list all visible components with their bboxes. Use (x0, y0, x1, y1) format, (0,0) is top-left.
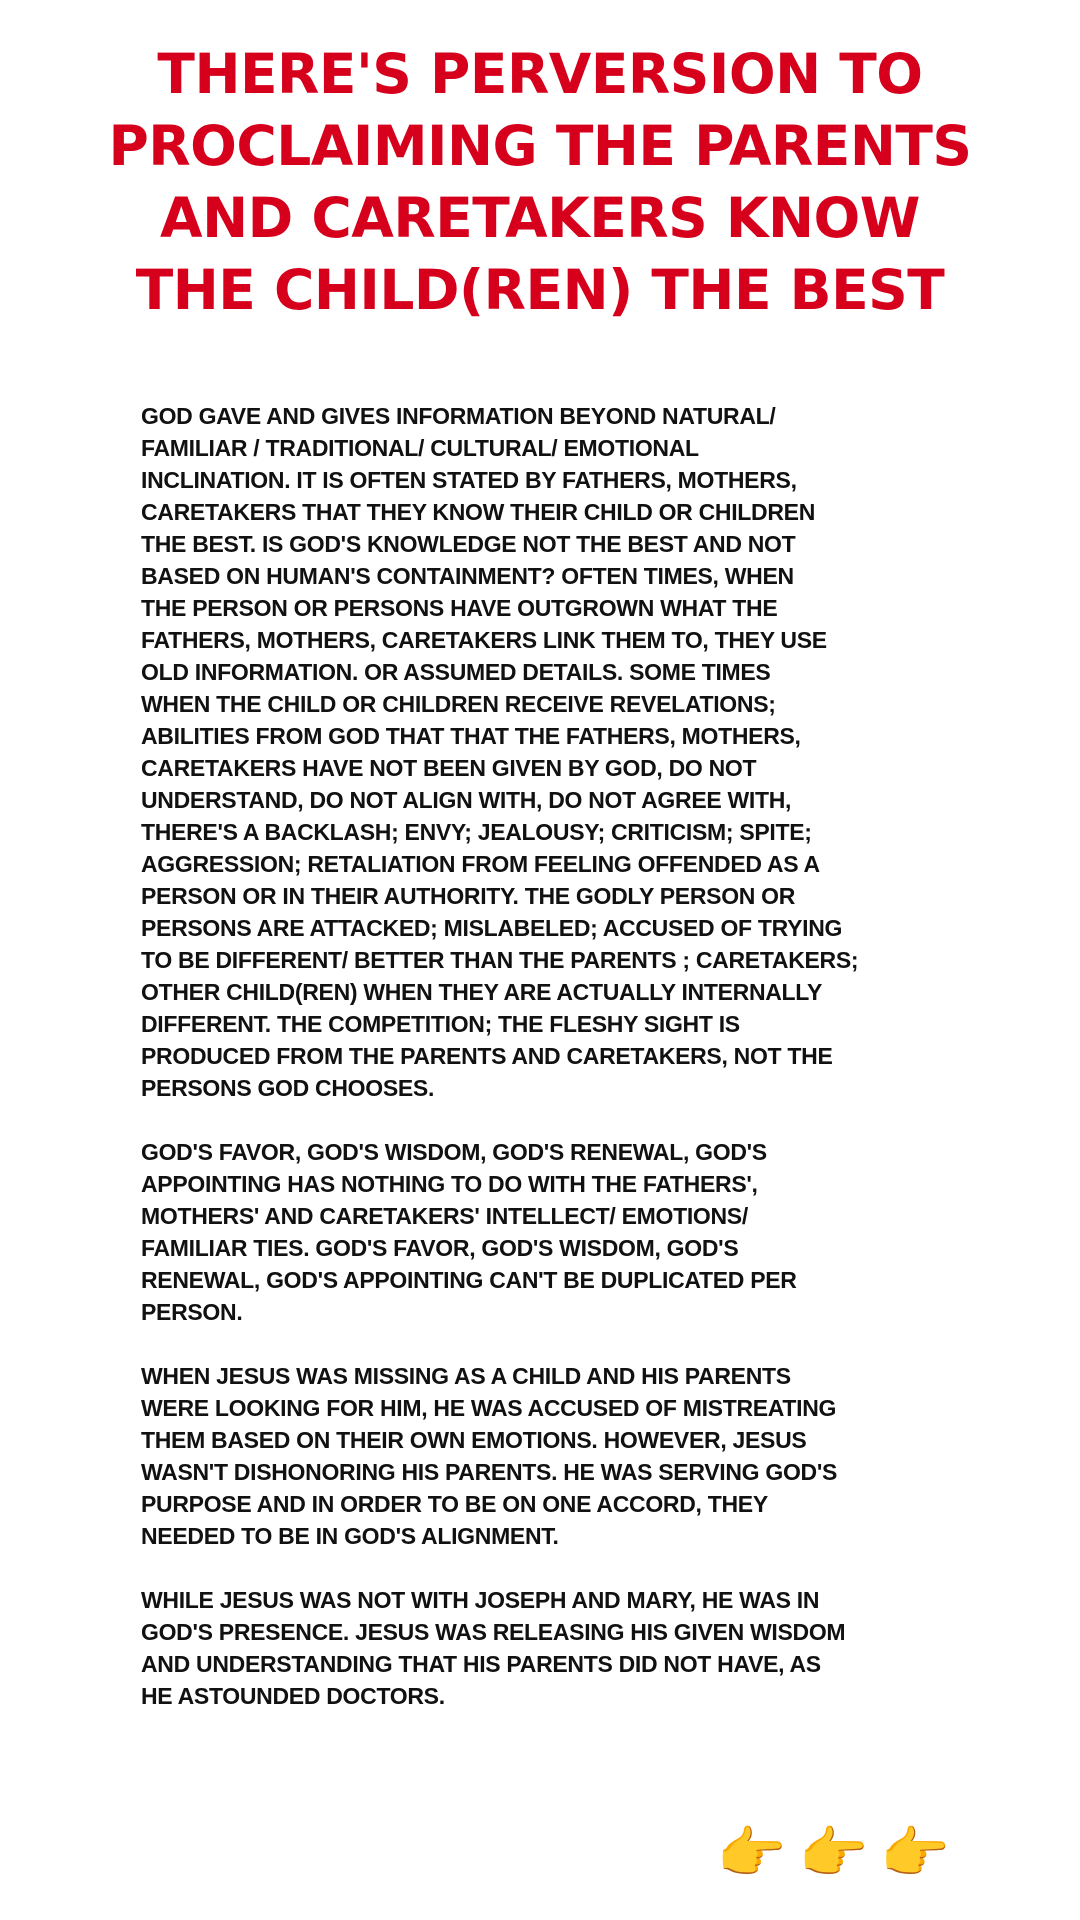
paragraph-line: THE BEST. IS GOD'S KNOWLEDGE NOT THE BEST AND NOT (141, 531, 796, 557)
paragraph-line: GOD'S PRESENCE. JESUS WAS RELEASING HIS GIVEN WISDOM (141, 1619, 846, 1645)
paragraph-2 (141, 1136, 941, 1328)
paragraph-line: FAMILIAR TIES. GOD'S FAVOR, GOD'S WISDOM, GOD'S (141, 1235, 739, 1261)
paragraph-line: CARETAKERS HAVE NOT BEEN GIVEN BY GOD, DO NOT (141, 755, 757, 781)
pointing-right-hand-icon: 👉 (798, 1821, 881, 1886)
paragraph-line: MOTHERS' AND CARETAKERS' INTELLECT/ EMOTIONS/ (141, 1203, 748, 1229)
pointer-emojis (717, 1822, 962, 1886)
paragraph-line: PERSON. (141, 1299, 243, 1325)
title-line-3: AND CARETAKERS KNOW (160, 186, 920, 250)
paragraph-line: THEM BASED ON THEIR OWN EMOTIONS. HOWEVER, JESUS (141, 1427, 807, 1453)
paragraph-line: HE ASTOUNDED DOCTORS. (141, 1683, 445, 1709)
paragraph-4 (141, 1584, 941, 1712)
paragraph-line: PURPOSE AND IN ORDER TO BE ON ONE ACCORD, THEY (141, 1491, 768, 1517)
paragraph-line: BASED ON HUMAN'S CONTAINMENT? OFTEN TIMES, WHEN (141, 563, 794, 589)
paragraph-line: OLD INFORMATION. OR ASSUMED DETAILS. SOME TIMES (141, 659, 771, 685)
paragraph-line: WHILE JESUS WAS NOT WITH JOSEPH AND MARY, HE WAS IN (141, 1587, 820, 1613)
paragraph-line: PERSON OR IN THEIR AUTHORITY. THE GODLY PERSON OR (141, 883, 796, 909)
pointing-right-hand-icon: 👉 (880, 1821, 962, 1886)
paragraph-line: RENEWAL, GOD'S APPOINTING CAN'T BE DUPLICATED PER (141, 1267, 797, 1293)
body-text (141, 400, 941, 1744)
paragraph-line: FATHERS, MOTHERS, CARETAKERS LINK THEM TO, THEY USE (141, 627, 827, 653)
paragraph-line: FAMILIAR / TRADITIONAL/ CULTURAL/ EMOTIONAL (141, 435, 699, 461)
paragraph-line: WASN'T DISHONORING HIS PARENTS. HE WAS SERVING GOD'S (141, 1459, 838, 1485)
paragraph-1 (141, 400, 941, 1104)
paragraph-line: AGGRESSION; RETALIATION FROM FEELING OFFENDED AS A (141, 851, 820, 877)
paragraph-line: CARETAKERS THAT THEY KNOW THEIR CHILD OR CHILDREN (141, 499, 816, 525)
paragraph-line: GOD GAVE AND GIVES INFORMATION BEYOND NATURAL/ (141, 403, 776, 429)
paragraph-line: THE PERSON OR PERSONS HAVE OUTGROWN WHAT THE (141, 595, 778, 621)
paragraph-line: PERSONS ARE ATTACKED; MISLABELED; ACCUSED OF TRYING (141, 915, 843, 941)
paragraph-line: PRODUCED FROM THE PARENTS AND CARETAKERS, NOT THE (141, 1043, 833, 1069)
paragraph-line: WHEN THE CHILD OR CHILDREN RECEIVE REVELATIONS; (141, 691, 776, 717)
paragraph-line: TO BE DIFFERENT/ BETTER THAN THE PARENTS ; CARETAKERS; (141, 947, 859, 973)
paragraph-line: THERE'S A BACKLASH; ENVY; JEALOUSY; CRITICISM; SPITE; (141, 819, 812, 845)
paragraph-line: APPOINTING HAS NOTHING TO DO WITH THE FATHERS', (141, 1171, 758, 1197)
paragraph-line: GOD'S FAVOR, GOD'S WISDOM, GOD'S RENEWAL, GOD'S (141, 1139, 767, 1165)
title-line-4: THE CHILD(REN) THE BEST (135, 258, 945, 322)
paragraph-line: ABILITIES FROM GOD THAT THAT THE FATHERS, MOTHERS, (141, 723, 801, 749)
paragraph-line: INCLINATION. IT IS OFTEN STATED BY FATHERS, MOTHERS, (141, 467, 797, 493)
paragraph-line: WERE LOOKING FOR HIM, HE WAS ACCUSED OF MISTREATING (141, 1395, 837, 1421)
paragraph-line: DIFFERENT. THE COMPETITION; THE FLESHY SIGHT IS (141, 1011, 740, 1037)
paragraph-line: PERSONS GOD CHOOSES. (141, 1075, 435, 1101)
paragraph-3 (141, 1360, 941, 1552)
paragraph-line: NEEDED TO BE IN GOD'S ALIGNMENT. (141, 1523, 559, 1549)
paragraph-line: AND UNDERSTANDING THAT HIS PARENTS DID NOT HAVE, AS (141, 1651, 821, 1677)
title-line-2: PROCLAIMING THE PARENTS (108, 114, 972, 178)
page-title (60, 38, 1020, 326)
paragraph-line: WHEN JESUS WAS MISSING AS A CHILD AND HIS PARENTS (141, 1363, 791, 1389)
pointing-right-hand-icon: 👉 (716, 1821, 799, 1886)
title-line-1: THERE'S PERVERSION TO (157, 42, 923, 106)
paragraph-line: UNDERSTAND, DO NOT ALIGN WITH, DO NOT AGREE WITH, (141, 787, 792, 813)
paragraph-line: OTHER CHILD(REN) WHEN THEY ARE ACTUALLY INTERNALLY (141, 979, 822, 1005)
